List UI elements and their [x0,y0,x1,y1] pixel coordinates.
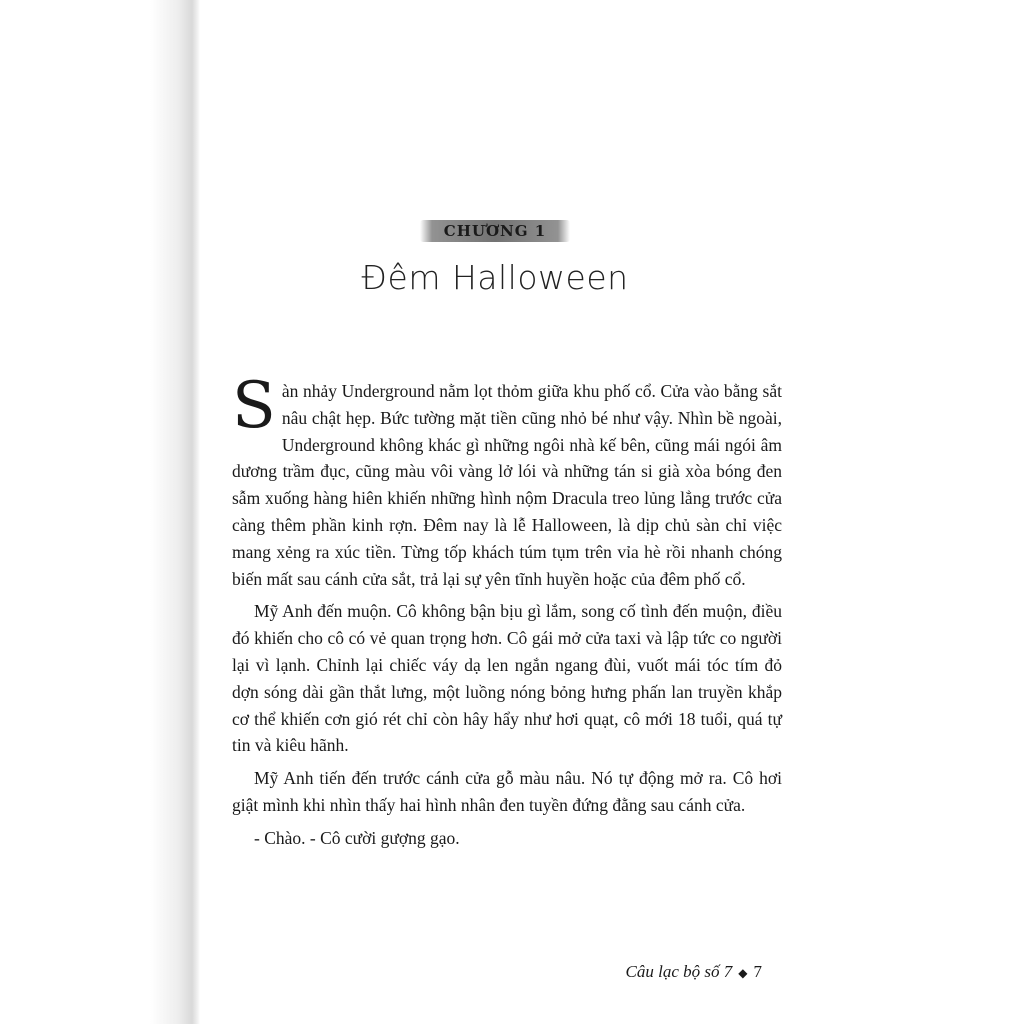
running-title: Câu lạc bộ số 7 [625,962,733,981]
paragraph-1 [232,369,782,592]
page-footer [626,962,762,982]
body-text [232,369,782,858]
drop-cap: S [232,369,276,443]
chapter-title: Đêm Halloween [361,258,629,297]
chapter-label: CHƯƠNG 1 [420,220,570,242]
paragraph-3: Mỹ Anh tiến đến trước cánh cửa gỗ màu nâu. Nó tự động mở ra. Cô hơi giật mình khi nhìn thấy hai hình nhân đen tuyền đứng đằng sau cánh cửa. [232,768,782,815]
paragraph-2: Mỹ Anh đến muộn. Cô không bận bịu gì lắm, song cố tình đến muộn, điều đó khiến cho cô có vẻ quan trọng hơn. Cô gái mở cửa taxi và lập tức co người lại vì lạnh. Chỉnh lại chiếc váy dạ len ngắn ngang đùi, vuốt mái tóc tím đỏ dợn sóng dài gần thắt lưng, một luồng nóng bỏng hưng phấn lan truyền khắp cơ thể khiến cơn gió rét chỉ còn hây hẩy như hơi quạt, cô mới 18 tuổi, quá tự tin và kiêu hãnh. [232,601,782,756]
page-number: 7 [753,962,762,981]
footer-separator: ◆ [738,966,748,980]
paragraph-1-text: àn nhảy Underground nằm lọt thỏm giữa khu phố cổ. Cửa vào bằng sắt nâu chật hẹp. Bức tường mặt tiền cũng nhỏ bé như vậy. Nhìn bề ngoài, Underground không khác gì những ngôi nhà kế bên, cũng mái ngói âm dương trầm đục, cũng màu vôi vàng lở lói và những tán si già xòa bóng đen sẫm xuống hàng hiên khiến những hình nộm Dracula treo lủng lẳng trước cửa càng thêm phần kinh rợn. Đêm nay là lễ Halloween, là dịp chủ sàn chỉ việc mang xẻng ra xúc tiền. Từng tốp khách túm tụm trên vỉa hè rồi nhanh chóng biến mất sau cánh cửa sắt, trả lại sự yên tĩnh huyền hoặc của đêm phố cổ. [232,381,782,589]
page-gutter-shadow [0,0,200,1024]
paragraph-4: - Chào. - Cô cười gượng gạo. [254,827,460,848]
